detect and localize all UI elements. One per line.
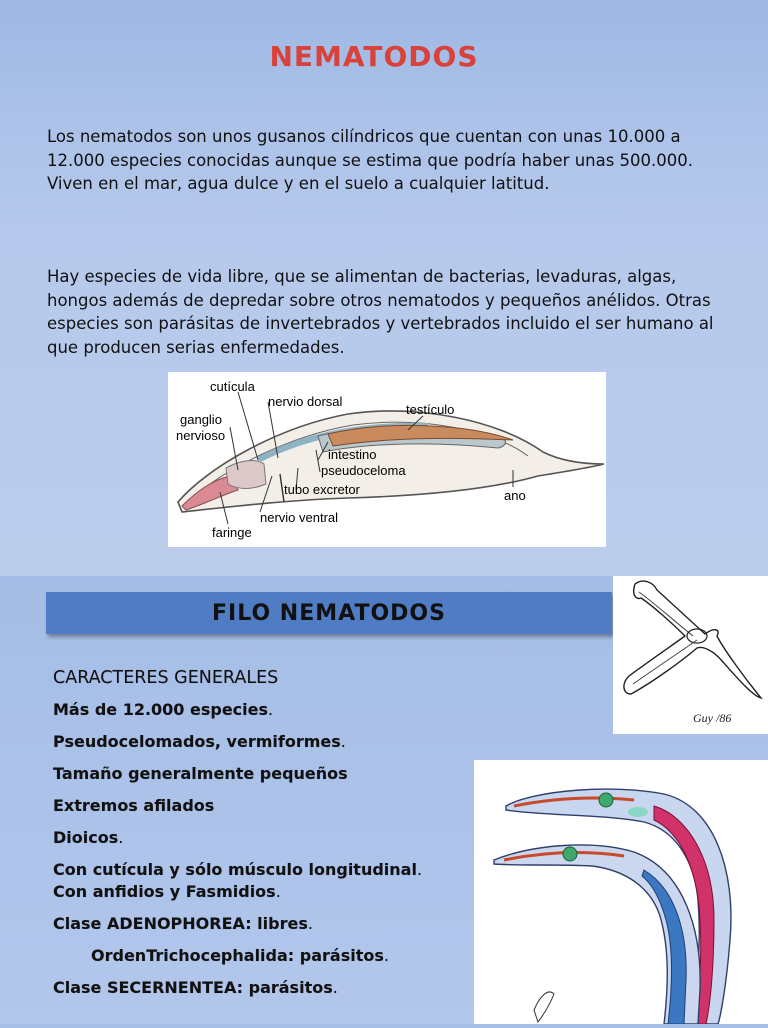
list-item: Extremos afilados (53, 796, 215, 815)
list-item: Tamaño generalmente pequeños (53, 764, 348, 783)
nematode-anatomy-diagram (168, 372, 606, 547)
label-pseudoceloma: pseudoceloma (321, 463, 406, 478)
list-item: Pseudocelomados, vermiformes. (53, 732, 346, 751)
list-item: Clase ADENOPHOREA: libres. (53, 914, 313, 933)
nematode-sketch-image (613, 576, 768, 734)
list-item: Más de 12.000 especies. (53, 700, 274, 719)
label-testiculo: testículo (406, 402, 455, 417)
list-item: Con cutícula y sólo músculo longitudinal. (53, 860, 423, 879)
label-nervio-dorsal: nervio dorsal (268, 394, 343, 409)
section-banner (46, 592, 612, 634)
label-intestino: intestino (328, 447, 377, 462)
label-ganglio: ganglio (180, 412, 222, 427)
list-item: Dioicos. (53, 828, 124, 847)
sketch-signature: Guy /86 (693, 711, 732, 725)
list-item: Clase SECERNENTEA: parásitos. (53, 978, 338, 997)
list-heading: CARACTERES GENERALES (53, 668, 279, 688)
intro-paragraph: Los nematodos son unos gusanos cilíndricos que cuentan con unas 10.000 a 12.000 especies conocidas aunque se estima que podría haber unas 500.000. Viven en el mar, agua dulce y en el suelo a cualquier latitud. (47, 127, 694, 193)
characteristics-list (53, 668, 483, 998)
label-cuticula: cutícula (210, 379, 255, 394)
label-nervioso: nervioso (176, 428, 226, 443)
list-item: OrdenTrichocephalida: parásitos. (91, 946, 389, 965)
banner-title: FILO NEMATODOS (212, 601, 446, 626)
label-nervio-ventral: nervio ventral (260, 510, 339, 525)
slide-title: NEMATODOS (269, 40, 479, 73)
label-tubo-excretor: tubo excretor (284, 482, 360, 497)
habitat-paragraph: Hay especies de vida libre, que se alimentan de bacterias, levaduras, algas, hongos además de depredar sobre otros nematodos y pequeños anélidos. Otras especies son parásitas de invertebrados y vertebrados incluido el ser humano al que producen serias enfermedades. (47, 267, 714, 357)
list-item: Con anfidios y Fasmidios. (53, 882, 281, 901)
label-faringe: faringe (212, 525, 252, 540)
label-ano: ano (504, 488, 526, 503)
nematode-color-illustration (474, 760, 768, 1024)
